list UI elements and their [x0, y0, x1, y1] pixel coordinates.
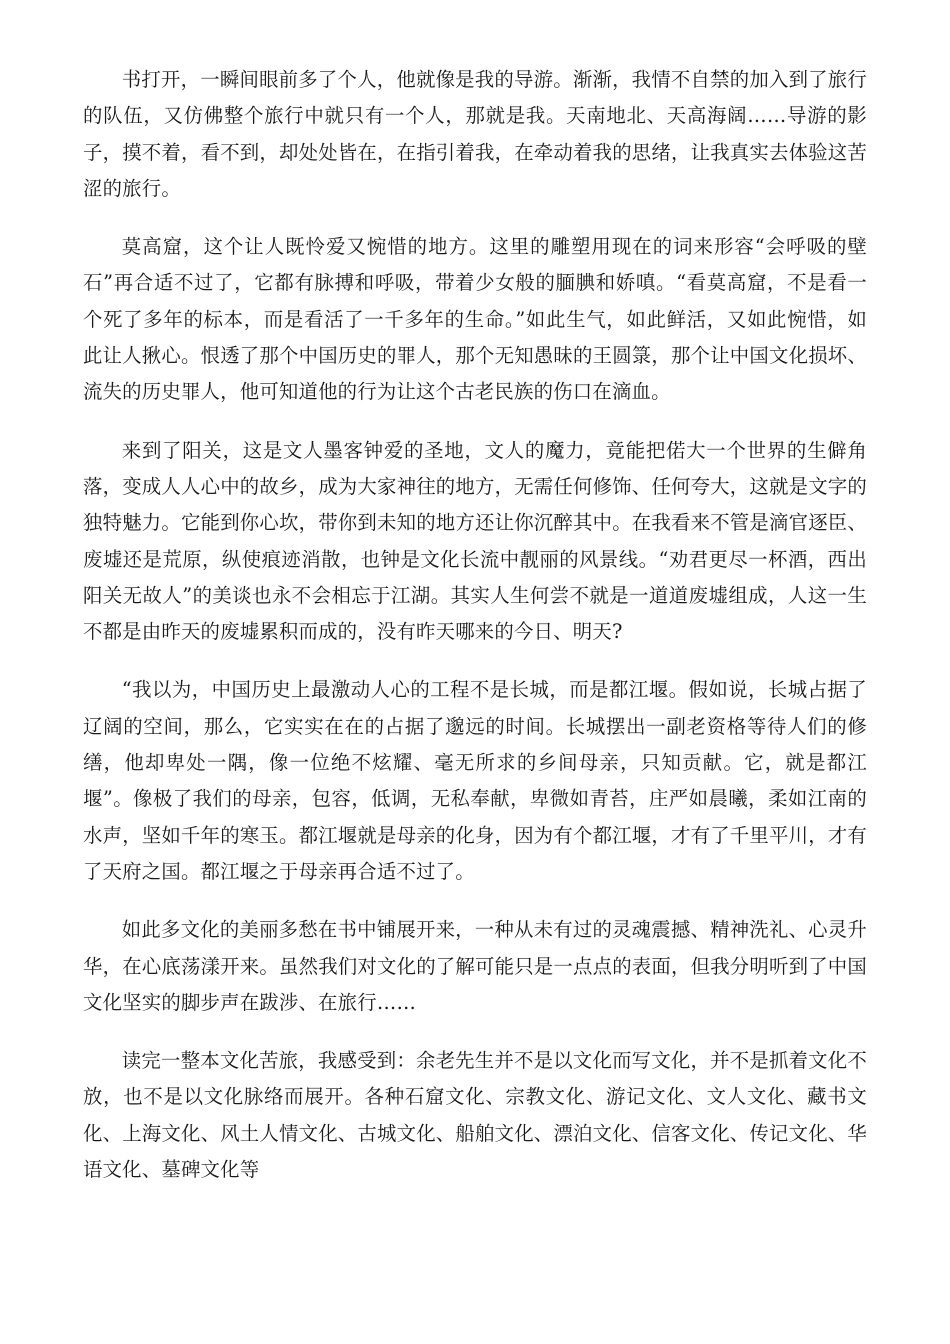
paragraph-guide: 书打开，一瞬间眼前多了个人，他就像是我的导游。渐渐，我情不自禁的加入到了旅行的队伍，又仿佛整个旅行中就只有一个人，那就是我。天南地北、天高海阔……导游的影子，摸不着，看不到，却处处皆在，在指引着我，在牵动着我的思绪，让我真实去体验这苦涩的旅行。: [83, 68, 867, 200]
paragraph-dujiangyan: “我以为，中国历史上最激动人心的工程不是长城，而是都江堰。假如说，长城占据了辽阔的空间，那么，它实实在在的占据了邈远的时间。长城摆出一副老资格等待人们的修缮，他却卑处一隅，像一位绝不炫耀、毫无所求的乡间母亲，只知贡献。它，就是都江堰”。像极了我们的母亲，包容，低调，无私奉献，卑微如青苔，庄严如晨曦，柔如江南的水声，坚如千年的寒玉。都江堰就是母亲的化身，因为有个都江堰，才有了千里平川，才有了天府之国。都江堰之于母亲再合适不过了。: [83, 678, 867, 883]
paragraph-culture-sorrow: 如此多文化的美丽多愁在书中铺展开来，一种从未有过的灵魂震撼、精神洗礼、心灵升华，在心底荡漾开来。虽然我们对文化的了解可能只是一点点的表面，但我分明听到了中国文化坚实的脚步声在跋涉、在旅行……: [83, 918, 867, 1014]
paragraph-conclusion: 读完一整本文化苦旅，我感受到：余老先生并不是以文化而写文化，并不是抓着文化不放，也不是以文化脉络而展开。各种石窟文化、宗教文化、游记文化、文人文化、藏书文化、上海文化、风土人情文化、古城文化、船舶文化、漂泊文化、信客文化、传记文化、华语文化、墓碑文化等: [83, 1049, 867, 1182]
paragraph-yangguan: 来到了阳关，这是文人墨客钟爱的圣地，文人的魔力，竟能把偌大一个世界的生僻角落，变成人人心中的故乡，成为大家神往的地方，无需任何修饰、任何夸大，这就是文字的独特魅力。它能到你心坎，带你到未知的地方还让你沉醉其中。在我看来不管是滴官逐臣、废墟还是荒原，纵使痕迹消散，也钟是文化长流中靓丽的风景线。“劝君更尽一杯酒，西出阳关无故人”的美谈也永不会相忘于江湖。其实人生何尝不就是一道道废墟组成，人这一生不都是由昨天的废墟累积而成的，没有昨天哪来的今日、明天?: [83, 438, 867, 644]
document-page: [83, 62, 867, 1210]
paragraph-mogao-caves: 莫高窟，这个让人既怜爱又惋惜的地方。这里的雕塑用现在的词来形容“会呼吸的壁石”再合适不过了，它都有脉搏和呼吸，带着少女般的腼腆和娇嗔。“看莫高窟，不是看一个死了多年的标本，而是看活了一千多年的生命。”如此生气，如此鲜活，又如此惋惜，如此让人揪心。恨透了那个中国历史的罪人，那个无知愚昧的王圆箓，那个让中国文化损坏、流失的历史罪人，他可知道他的行为让这个古老民族的伤口在滴血。: [83, 235, 867, 404]
